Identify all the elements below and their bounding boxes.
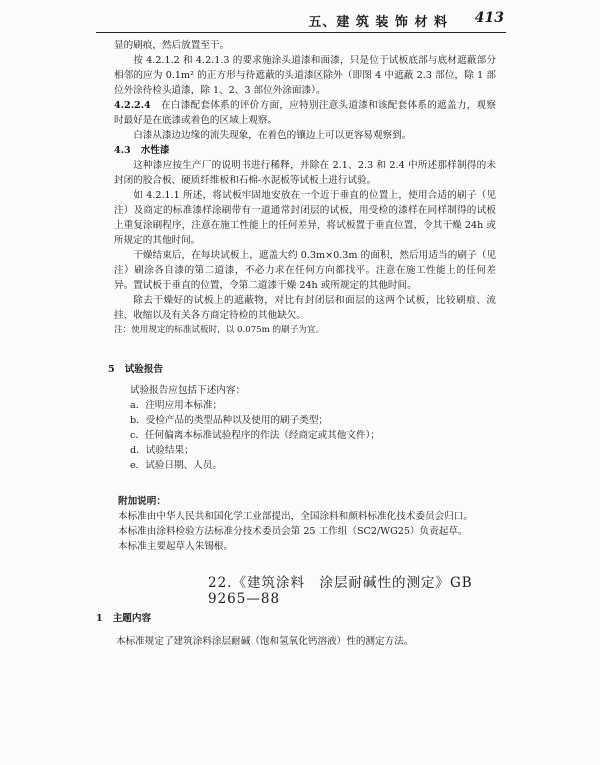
note: 注：使用规定的标准试板时，以 0.075m 的刷子为宜。 xyxy=(114,325,325,335)
paragraph: 干燥结束后，在每块试板上，遮盖大约 0.3m×0.3m 的面积，然后用适当的刷子（见注）刷涂各自漆的第二道漆，不必力求在任何方向都找平。注意在施工性能上的任何差异。置试板于垂直的位置，令第二道漆干燥 24h 或所规定的其他时间。 xyxy=(114,250,496,291)
list-item: e．试验日期、人员。 xyxy=(130,460,223,471)
section-number: 5 xyxy=(108,364,115,375)
appendix-note xyxy=(118,494,508,554)
appendix-line: 本标准由涂料检验方法标准分技术委员会第 25 工作组（SC2/WG25）负责起草。 xyxy=(118,526,468,537)
appendix-line: 本标准主要起草人朱锡根。 xyxy=(118,541,234,552)
paragraph: 本标准规定了建筑涂料涂层耐碱（饱和氢氧化钙溶液）性的测定方法。 xyxy=(116,636,414,647)
body-text-upper xyxy=(114,38,496,338)
standard-heading: 22.《建筑涂料 涂层耐碱性的测定》GB 9265—88 xyxy=(208,575,473,607)
clause-number: 4.2.2.4 xyxy=(114,100,151,111)
list-item: d．试验结果； xyxy=(130,445,194,456)
section-title: 试验报告 xyxy=(124,364,164,375)
section-heading-4-3 xyxy=(114,143,496,158)
paragraph: 这种漆应按生产厂的说明书进行稀释，并除在 2.1、2.3 和 2.4 中所述那样制得的未封闭的胶合板、硬质纤维板和石棉-水泥板等试板上进行试验。 xyxy=(114,160,496,186)
paragraph: 除去干燥好的试板上的遮蔽物，对比有封闭层和面层的这两个试板，比较刷痕、流挂、收缩以及有关各方商定待检的其他缺欠。 xyxy=(114,295,496,321)
section-number: 4.3 xyxy=(114,145,131,156)
clause-text: 在白漆配套体系的评价方面，应特别注意头道漆和该配套体系的遮盖力，观察时最好是在底漆或着色的区域上观察。 xyxy=(114,100,496,126)
running-title: 五、建 筑 装 饰 材 料 xyxy=(308,15,448,30)
paragraph: 按 4.2.1.2 和 4.2.1.3 的要求施涂头道漆和面漆，只是位于试板底部与底材遮蔽部分相邻的应为 0.1m² 的正方形与待遮蔽的头道漆区除外（即图 4 中遮蔽 2.3 部位，除 1 部位外涂待检头道漆，除 1、2、3 部位外涂面漆）。 xyxy=(114,55,496,96)
section-heading-1 xyxy=(96,610,151,624)
section-5 xyxy=(108,362,498,473)
paragraph: 如 4.2.1.1 所述，将试板牢固地安放在一个近于垂直的位置上，使用合适的刷子（见注）及商定的标准漆样涂刷带有一道通常封闭层的试板，用受检的漆样在同样制得的试板上重复涂刷程序，注意在施工性能上的任何差异，将试板置于垂直位置，令其干燥 24h 或所规定的其他时间。 xyxy=(114,190,496,246)
section-title: 水性漆 xyxy=(140,145,170,156)
paragraph: 显的刷痕，然后放置至干。 xyxy=(114,40,230,51)
appendix-title: 附加说明： xyxy=(118,496,166,507)
page-number: 413 xyxy=(474,10,504,26)
clause-4-2-2-4 xyxy=(114,98,496,128)
list-item: c．任何偏离本标准试验程序的作法（经商定或其他文件）； xyxy=(130,430,381,441)
page-header xyxy=(96,8,506,33)
list-item: b．受检产品的类型品种以及使用的刷子类型； xyxy=(130,415,329,426)
report-intro: 试验报告应包括下述内容： xyxy=(130,385,246,396)
section-heading-5 xyxy=(108,362,498,377)
paragraph: 白漆从漆边边缘的流失现象，在着色的镶边上可以更容易观察到。 xyxy=(133,130,412,141)
appendix-line: 本标准由中华人民共和国化学工业部提出，全国涂料和颜料标准化技术委员会归口。 xyxy=(118,511,473,522)
section-number: 1 xyxy=(96,613,103,624)
section-title: 主题内容 xyxy=(112,613,152,624)
list-item: a．注明应用本标准； xyxy=(130,400,223,411)
